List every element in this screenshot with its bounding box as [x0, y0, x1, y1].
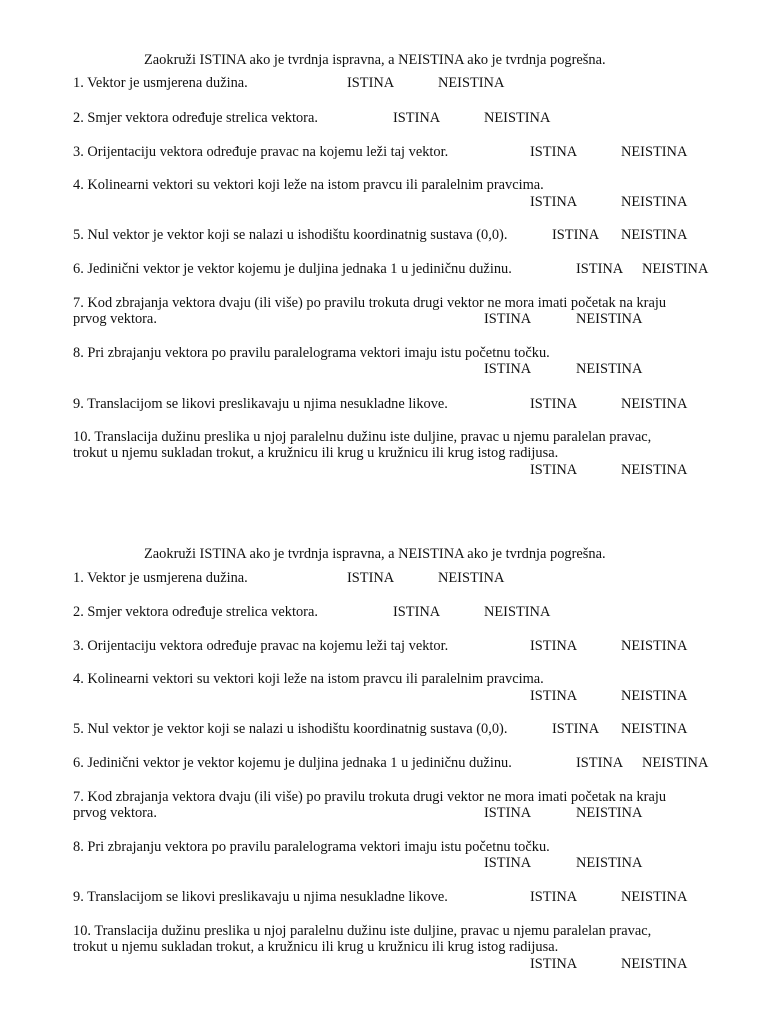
- answer-false[interactable]: NEISTINA: [642, 261, 709, 277]
- statement-6: 6. Jedinični vektor je vektor kojemu je duljina jednaka 1 u jediničnu dužinu.: [73, 755, 512, 771]
- answer-true[interactable]: ISTINA: [552, 227, 600, 243]
- statement-2: 2. Smjer vektora određuje strelica vektora.: [73, 604, 318, 620]
- statement-10-line-2: trokut u njemu sukladan trokut, a kružnicu ili krug u kružnicu ili krug istog radijusa.: [73, 445, 559, 461]
- instruction: Zaokruži ISTINA ako je tvrdnja ispravna, a NEISTINA ako je tvrdnja pogrešna.: [144, 52, 606, 68]
- answer-false[interactable]: NEISTINA: [438, 75, 505, 91]
- statement-3: 3. Orijentaciju vektora određuje pravac na kojemu leži taj vektor.: [73, 638, 449, 654]
- statement-3: 3. Orijentaciju vektora određuje pravac na kojemu leži taj vektor.: [73, 144, 449, 160]
- statement-8: 8. Pri zbrajanju vektora po pravilu paralelograma vektori imaju istu početnu točku.: [73, 839, 550, 855]
- answer-true[interactable]: ISTINA: [393, 110, 441, 126]
- answer-false[interactable]: NEISTINA: [576, 855, 643, 871]
- answer-false[interactable]: NEISTINA: [621, 889, 688, 905]
- answer-true[interactable]: ISTINA: [530, 396, 578, 412]
- statement-9: 9. Translacijom se likovi preslikavaju u njima nesukladne likove.: [73, 396, 448, 412]
- answer-true[interactable]: ISTINA: [530, 194, 578, 210]
- statement-5: 5. Nul vektor je vektor koji se nalazi u ishodištu koordinatnig sustava (0,0).: [73, 721, 508, 737]
- answer-false[interactable]: NEISTINA: [576, 311, 643, 327]
- statement-4: 4. Kolinearni vektori su vektori koji leže na istom pravcu ili paralelnim pravcima.: [73, 177, 544, 193]
- statement-1: 1. Vektor je usmjerena dužina.: [73, 75, 248, 91]
- statement-1: 1. Vektor je usmjerena dužina.: [73, 570, 248, 586]
- answer-false[interactable]: NEISTINA: [621, 227, 688, 243]
- answer-false[interactable]: NEISTINA: [484, 604, 551, 620]
- answer-true[interactable]: ISTINA: [484, 805, 532, 821]
- statement-7-line-2: prvog vektora.: [73, 805, 157, 821]
- statement-7-line-1: 7. Kod zbrajanja vektora dvaju (ili više) po pravilu trokuta drugi vektor ne mora imati početak na kraju: [73, 789, 667, 805]
- answer-true[interactable]: ISTINA: [347, 570, 395, 586]
- answer-true[interactable]: ISTINA: [530, 638, 578, 654]
- statement-9: 9. Translacijom se likovi preslikavaju u njima nesukladne likove.: [73, 889, 448, 905]
- answer-true[interactable]: ISTINA: [484, 311, 532, 327]
- answer-false[interactable]: NEISTINA: [576, 361, 643, 377]
- statement-6: 6. Jedinični vektor je vektor kojemu je duljina jednaka 1 u jediničnu dužinu.: [73, 261, 512, 277]
- statement-2: 2. Smjer vektora određuje strelica vektora.: [73, 110, 318, 126]
- answer-true[interactable]: ISTINA: [393, 604, 441, 620]
- statement-7-line-2: prvog vektora.: [73, 311, 157, 327]
- answer-false[interactable]: NEISTINA: [621, 956, 688, 972]
- answer-true[interactable]: ISTINA: [484, 855, 532, 871]
- answer-true[interactable]: ISTINA: [552, 721, 600, 737]
- answer-false[interactable]: NEISTINA: [438, 570, 505, 586]
- answer-false[interactable]: NEISTINA: [621, 194, 688, 210]
- answer-false[interactable]: NEISTINA: [621, 144, 688, 160]
- statement-5: 5. Nul vektor je vektor koji se nalazi u ishodištu koordinatnig sustava (0,0).: [73, 227, 508, 243]
- answer-true[interactable]: ISTINA: [530, 688, 578, 704]
- answer-false[interactable]: NEISTINA: [621, 688, 688, 704]
- statement-10-line-1: 10. Translacija dužinu preslika u njoj paralelnu dužinu iste duljine, pravac u njemu paralelan pravac,: [73, 429, 652, 445]
- statement-7-line-1: 7. Kod zbrajanja vektora dvaju (ili više) po pravilu trokuta drugi vektor ne mora imati početak na kraju: [73, 295, 667, 311]
- answer-true[interactable]: ISTINA: [484, 361, 532, 377]
- answer-true[interactable]: ISTINA: [576, 261, 624, 277]
- answer-false[interactable]: NEISTINA: [576, 805, 643, 821]
- statement-8: 8. Pri zbrajanju vektora po pravilu paralelograma vektori imaju istu početnu točku.: [73, 345, 550, 361]
- answer-false[interactable]: NEISTINA: [621, 462, 688, 478]
- answer-false[interactable]: NEISTINA: [484, 110, 551, 126]
- answer-true[interactable]: ISTINA: [530, 462, 578, 478]
- answer-true[interactable]: ISTINA: [530, 889, 578, 905]
- statement-4: 4. Kolinearni vektori su vektori koji leže na istom pravcu ili paralelnim pravcima.: [73, 671, 544, 687]
- answer-false[interactable]: NEISTINA: [621, 721, 688, 737]
- answer-false[interactable]: NEISTINA: [621, 638, 688, 654]
- instruction: Zaokruži ISTINA ako je tvrdnja ispravna, a NEISTINA ako je tvrdnja pogrešna.: [144, 546, 606, 562]
- answer-false[interactable]: NEISTINA: [642, 755, 709, 771]
- answer-true[interactable]: ISTINA: [530, 956, 578, 972]
- statement-10-line-1: 10. Translacija dužinu preslika u njoj paralelnu dužinu iste duljine, pravac u njemu paralelan pravac,: [73, 923, 652, 939]
- answer-true[interactable]: ISTINA: [347, 75, 395, 91]
- statement-10-line-2: trokut u njemu sukladan trokut, a kružnicu ili krug u kružnicu ili krug istog radijusa.: [73, 939, 559, 955]
- answer-false[interactable]: NEISTINA: [621, 396, 688, 412]
- answer-true[interactable]: ISTINA: [576, 755, 624, 771]
- answer-true[interactable]: ISTINA: [530, 144, 578, 160]
